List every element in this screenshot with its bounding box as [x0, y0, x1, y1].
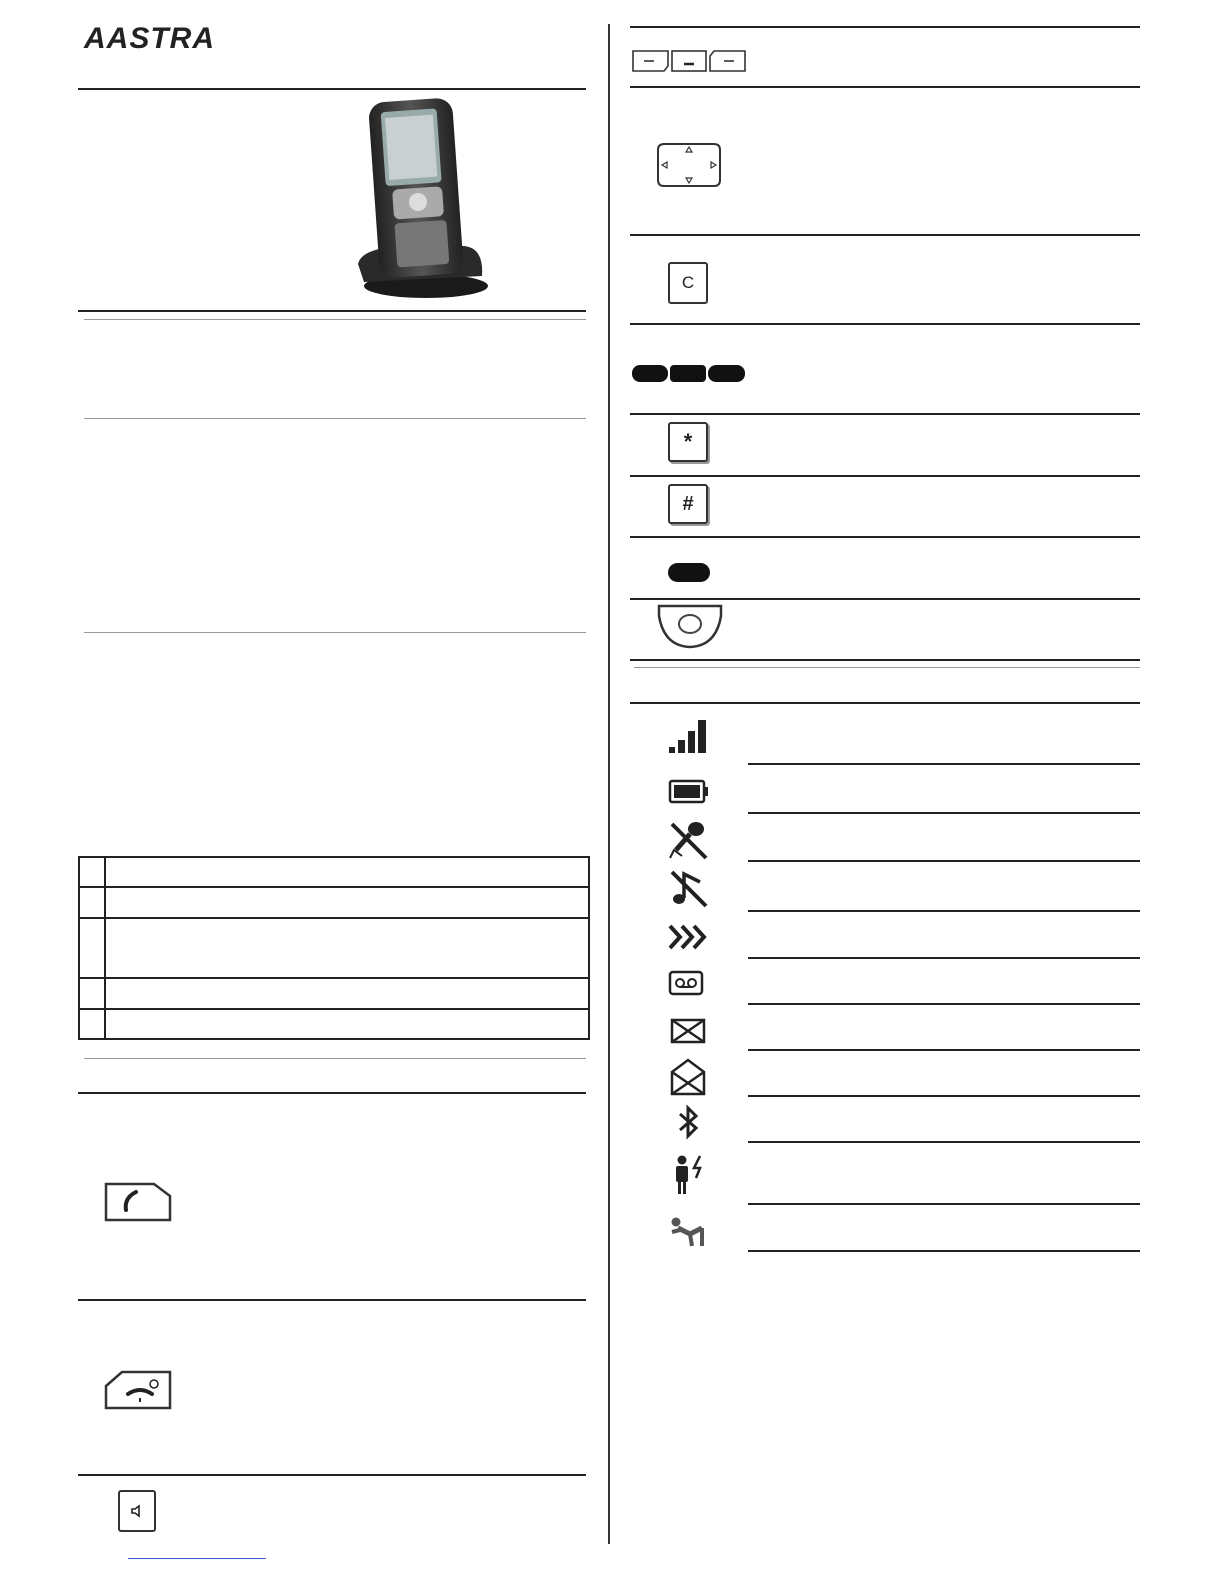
hotkeys-icon: [632, 365, 746, 383]
table-cell-number: [79, 918, 105, 978]
alarm-key-icon: [656, 604, 724, 650]
divider: [78, 1299, 586, 1301]
table-cell-number: [79, 887, 105, 918]
bluetooth-icon: [676, 1104, 702, 1140]
navigation-key-icon: [656, 142, 722, 188]
divider: [748, 910, 1140, 912]
divider: [748, 1250, 1140, 1252]
divider: [78, 1092, 586, 1094]
ringer-off-icon: [668, 868, 710, 910]
message-closed-icon: [670, 1018, 708, 1044]
table-cell-text: [105, 887, 589, 918]
divider: [630, 413, 1140, 415]
man-down-icon: [668, 1216, 710, 1250]
on-hook-key-icon: [104, 1370, 172, 1412]
divider: [84, 319, 586, 320]
table-cell-number: [79, 857, 105, 887]
divider: [630, 26, 1140, 28]
divider: [84, 632, 586, 633]
divider: [748, 1141, 1140, 1143]
table-cell-number: [79, 978, 105, 1009]
divider: [748, 1049, 1140, 1051]
divider: [630, 234, 1140, 236]
divider: [630, 323, 1140, 325]
divider: [748, 1003, 1140, 1005]
side-key-icon: [668, 563, 710, 582]
divider: [634, 667, 1140, 668]
divider: [748, 1095, 1140, 1097]
legend-table: [78, 856, 590, 1040]
table-row: [79, 857, 589, 887]
clear-key-icon: C: [668, 262, 708, 304]
signal-strength-icon: [668, 718, 710, 754]
star-key-icon: *: [668, 422, 708, 462]
divider: [748, 763, 1140, 765]
table-cell-text: [105, 978, 589, 1009]
divider: [630, 702, 1140, 704]
divider: [630, 659, 1140, 661]
divider: [748, 957, 1140, 959]
divider: [630, 598, 1140, 600]
divider: [78, 310, 586, 312]
message-open-icon: [670, 1058, 708, 1096]
table-row: [79, 1009, 589, 1039]
divider: [748, 860, 1140, 862]
table-cell-text: [105, 918, 589, 978]
divider: [84, 418, 586, 419]
aastra-logo: AASTRA: [84, 22, 215, 55]
voicemail-icon: [668, 970, 708, 996]
hash-key-icon: #: [668, 484, 708, 524]
table-row: [79, 978, 589, 1009]
divider: [78, 88, 586, 90]
divider: [748, 812, 1140, 814]
battery-icon: [668, 779, 710, 805]
column-separator: [608, 24, 610, 1544]
table-cell-number: [79, 1009, 105, 1039]
softkeys-icon: [632, 50, 746, 72]
table-cell-text: [105, 1009, 589, 1039]
divider: [78, 1474, 586, 1476]
call-forward-icon: [668, 922, 710, 952]
table-row: [79, 918, 589, 978]
microphone-off-icon: [668, 820, 710, 862]
off-hook-key-icon: [104, 1180, 172, 1222]
link-underline: [128, 1558, 266, 1559]
person-alarm-icon: [670, 1154, 712, 1196]
table-row: [79, 887, 589, 918]
speaker-key-icon: [118, 1490, 156, 1532]
divider: [84, 1058, 586, 1059]
divider: [630, 475, 1140, 477]
handset-on-charger-image: [352, 96, 488, 302]
divider: [630, 86, 1140, 88]
divider: [748, 1203, 1140, 1205]
table-cell-text: [105, 857, 589, 887]
divider: [630, 536, 1140, 538]
